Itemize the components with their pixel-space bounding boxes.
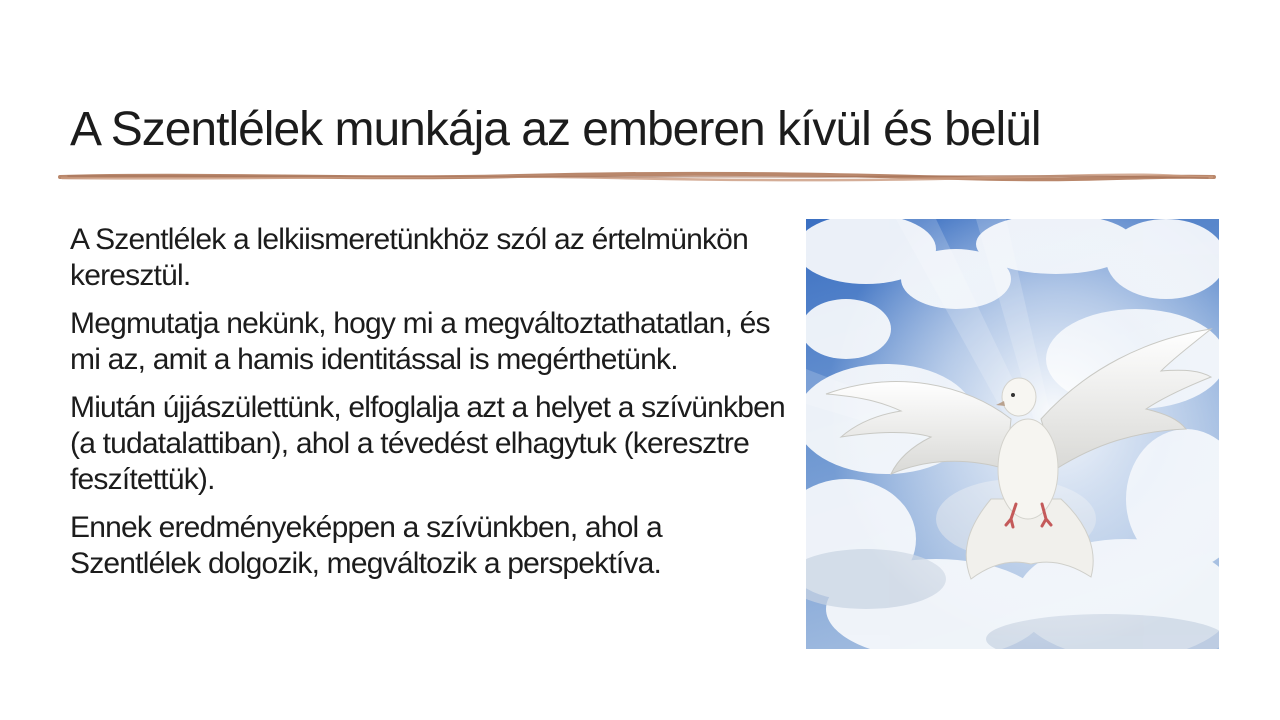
slide-title: A Szentlélek munkája az emberen kívül és belül <box>70 103 1041 156</box>
paragraph: A Szentlélek a lelkiismeretünkhöz szól az értelmünkön keresztül. <box>70 223 748 292</box>
paragraph: Miután újjászülettünk, elfoglalja azt a helyet a szívünkben (a tudatalattiban), ahol a tévedést elhagytuk (keresztre feszítettük). <box>70 391 785 496</box>
title-divider <box>58 168 1216 186</box>
dove-image <box>806 219 1219 649</box>
slide-body <box>70 222 790 594</box>
paragraph: Ennek eredményeképpen a szívünkben, ahol a Szentlélek dolgozik, megváltozik a perspektíva. <box>70 511 662 580</box>
paragraph: Megmutatja nekünk, hogy mi a megváltoztathatatlan, és mi az, amit a hamis identitással is megérthetünk. <box>70 307 770 376</box>
